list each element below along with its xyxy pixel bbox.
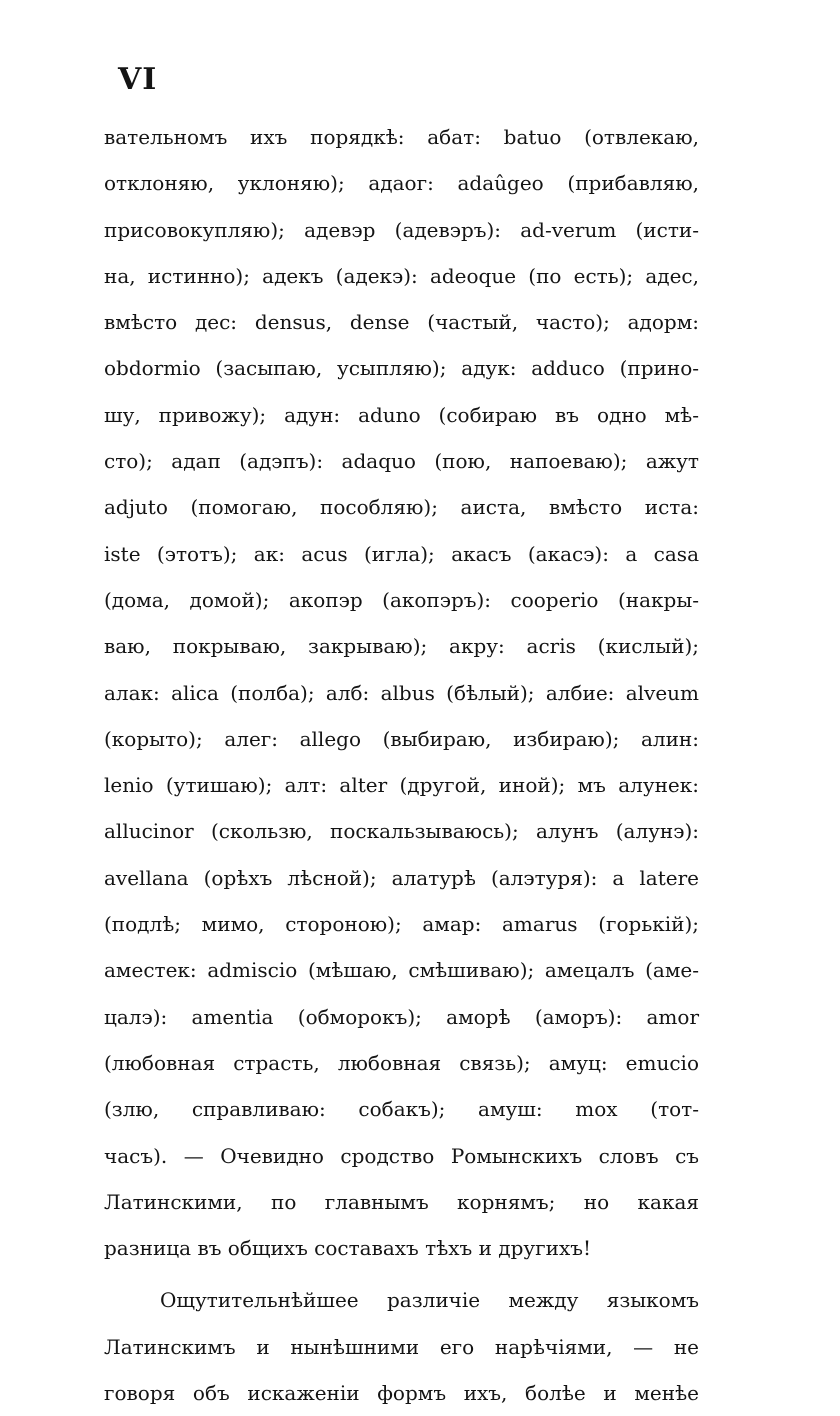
text-line: часъ). — Очевидно сродство Ромынскихъ словъ съ xyxy=(104,1143,699,1168)
text-line: присовокупляю); адевэр (адевэръ): ad-verum (исти- xyxy=(104,217,699,242)
text-line: шу, привожу); адун: aduno (собираю въ одно мѣ- xyxy=(104,402,699,427)
page-number: VI xyxy=(118,62,158,97)
text-line: отклоняю, уклоняю); адаог: adaûgeo (прибавляю, xyxy=(104,171,699,196)
text-line: алак: alica (полба); алб: albus (бѣлый); албие: alveum xyxy=(104,680,699,705)
text-line: вательномъ ихъ порядкѣ: абат: batuo (отвлекаю, xyxy=(104,125,699,149)
text-line: allucinor (скользю, поскальзываюсь); алунъ (алунэ): xyxy=(104,819,699,844)
text-line: вмѣсто дес: densus, dense (частый, часто); адорм: xyxy=(104,310,699,335)
text-line: сто); адап (адэпъ): adaquo (пою, напоеваю); ажут xyxy=(104,449,699,474)
text-line: цалэ): amentia (обморокъ); аморѣ (аморъ): amor xyxy=(104,1004,699,1029)
text-line: (подлѣ; мимо, стороною); амар: amarus (горькій); xyxy=(104,912,699,937)
text-line: adjuto (помогаю, пособляю); аиста, вмѣсто иста: xyxy=(104,495,699,520)
text-line: (злю, справливаю: собакъ); амуш: mox (тот- xyxy=(104,1097,699,1122)
paragraph-2 xyxy=(104,1277,699,1416)
paragraph-1 xyxy=(104,114,699,1271)
text-line: Латинскимъ и нынѣшними его нарѣчіями, — не xyxy=(104,1334,699,1359)
text-line: (любовная страсть, любовная связь); амуц: emucio xyxy=(104,1050,699,1075)
text-line: ваю, покрываю, закрываю); акру: acris (кислый); xyxy=(104,634,699,659)
text-line: (корыто); алег: allego (выбираю, избираю); алин: xyxy=(104,726,699,751)
text-line: на, истинно); адекъ (адекэ): adeoque (по есть); адес, xyxy=(104,263,699,288)
text-line: говоря объ искаженіи формъ ихъ, болѣе и менѣе xyxy=(104,1381,699,1406)
text-line: iste (этотъ); ак: acus (игла); акасъ (акасэ): a casa xyxy=(104,541,699,566)
page-body xyxy=(104,114,699,1416)
text-line: (дома, домой); акопэр (акопэръ): cooperio (накры- xyxy=(104,587,699,612)
text-line: Латинскими, по главнымъ корнямъ; но какая xyxy=(104,1189,699,1214)
text-line: lenio (утишаю); алт: alter (другой, иной); мъ алунек: xyxy=(104,773,699,798)
text-line: avellana (орѣхъ лѣсной); алатурѣ (алэтуря): a latere xyxy=(104,865,699,890)
text-line: obdormio (засыпаю, усыпляю); адук: adduco (прино- xyxy=(104,356,699,381)
text-line: разница въ общихъ составахъ тѣхъ и другихъ! xyxy=(104,1236,592,1261)
text-line: Ощутительнѣйшее различіе между языкомъ xyxy=(160,1288,699,1313)
text-line: аместек: admiscio (мѣшаю, смѣшиваю); амецалъ (аме- xyxy=(104,958,699,983)
